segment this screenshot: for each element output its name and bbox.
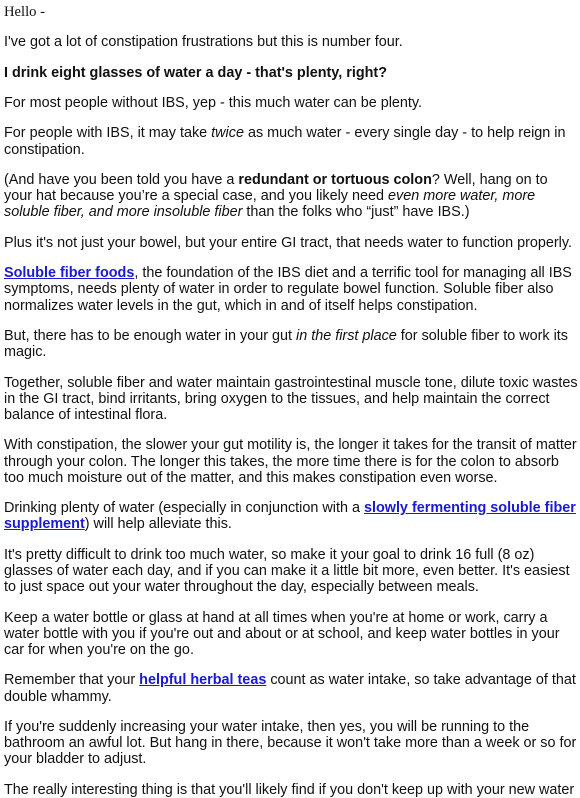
paragraph-11: Keep a water bottle or glass at hand at all times when you're at home or work, carry a water bottle with you if you're out and about or at school, and keep water bottles in your car for when you're on the go. (4, 609, 560, 658)
herbal-teas-link[interactable]: helpful herbal teas (139, 672, 267, 689)
greeting: Hello - (4, 4, 45, 20)
paragraph-6-emphasis: in the first place (296, 327, 397, 344)
paragraph-6 (4, 328, 578, 360)
paragraph-5 (4, 265, 578, 314)
paragraph-10: It's pretty difficult to drink too much water, so make it your goal to drink 16 full (8 oz) glasses of water each day, and if you can make it a little bit more, even better. It's easiest to just space out your water throughout the day, especially between meals. (4, 546, 570, 596)
intro-paragraph: I've got a lot of constipation frustrations but this is number four. (4, 34, 403, 51)
soluble-fiber-foods-link[interactable]: Soluble fiber foods (4, 265, 135, 282)
paragraph-6-text-a: But, there has to be enough water in your gut (4, 327, 297, 344)
paragraph-9-text-a: Drinking plenty of water (especially in conjunction with a (4, 500, 364, 517)
paragraph-3-emphasis: even more water, more soluble fiber, and more insoluble fiber (4, 188, 536, 221)
soluble-fiber-supplement-link[interactable]: slowly fermenting soluble fiber supplement (4, 500, 576, 533)
paragraph-12-text-a: Remember that your (4, 672, 140, 689)
paragraph-2-text-b: as much water - every single day - to help reign in constipation. (4, 125, 566, 158)
paragraph-9 (4, 500, 578, 532)
paragraph-12 (4, 672, 578, 704)
paragraph-2-text-a: For people with IBS, it may take (4, 125, 212, 142)
paragraph-13: If you're suddenly increasing your water intake, then yes, you will be running to the bathroom an awful lot. But hang in there, because it won't take more than a week or so for your bladder to adjust. (4, 718, 577, 768)
paragraph-3 (4, 172, 578, 221)
section-heading (4, 65, 578, 81)
paragraph-3-text-a: (And have you been told you have a (4, 171, 239, 188)
paragraph-3-strong: redundant or tortuous colon (238, 171, 432, 188)
paragraph-6-text-b: for soluble fiber to work its magic. (4, 327, 568, 361)
paragraph-12-text-b: count as water intake, so take advantage of that double whammy. (4, 672, 576, 705)
section-heading-text: I drink eight glasses of water a day - that's plenty, right? (4, 64, 387, 81)
paragraph-3-text-b: ? Well, hang on to your hat because you’re a special case, and you likely need (4, 171, 548, 205)
email-body (4, 0, 578, 798)
paragraph-7: Together, soluble fiber and water maintain gastrointestinal muscle tone, dilute toxic wastes in the GI tract, bind irritants, bring oxygen to the tissues, and help maintain the correct balance of intestinal flora. (4, 374, 578, 423)
paragraph-2 (4, 125, 578, 157)
paragraph-2-emphasis: twice (211, 125, 244, 142)
paragraph-1: For most people without IBS, yep - this much water can be plenty. (4, 94, 423, 111)
paragraph-8: With constipation, the slower your gut motility is, the longer it takes for the transit of matter through your colon. The longer this takes, the more time there is for the colon to absorb too much moisture out of the matter, and this makes constipation even worse. (4, 437, 577, 486)
paragraph-9-text-b: ) will help alleviate this. (84, 516, 232, 533)
paragraph-4: Plus it's not just your bowel, but your entire GI tract, that needs water to function properly. (4, 234, 572, 251)
paragraph-3-text-c: than the folks who “just” have IBS.) (242, 204, 470, 221)
paragraph-14: The really interesting thing is that you'll likely find if you don't keep up with your new water (4, 781, 575, 798)
paragraph-5-text: , the foundation of the IBS diet and a terrific tool for managing all IBS symptoms, needs plenty of water in order to regulate bowel function. Soluble fiber also normalizes water levels in the gut, which in and of itself helps constipation. (4, 265, 572, 314)
